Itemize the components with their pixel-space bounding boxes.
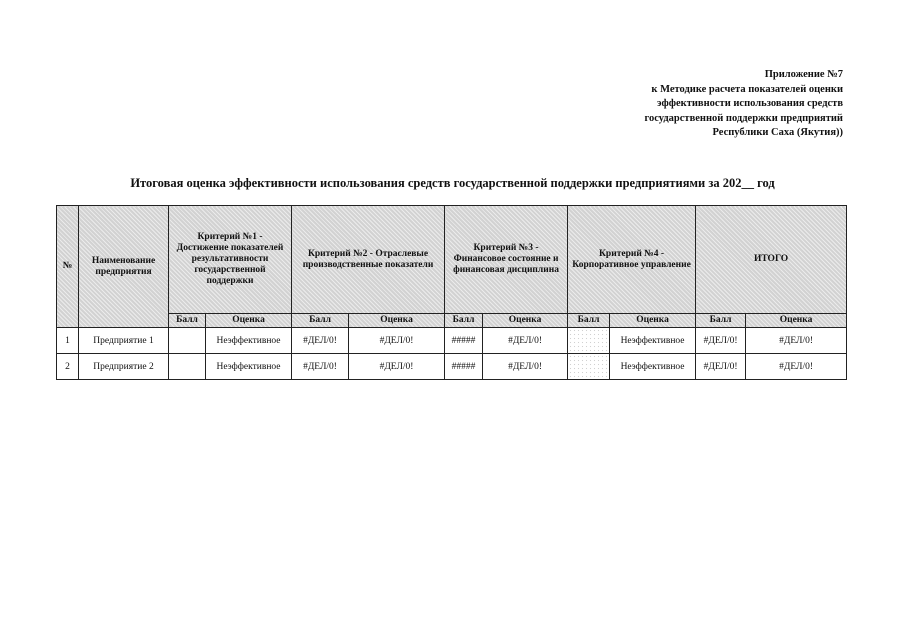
header-enterprise-name: Наименование предприятия bbox=[79, 206, 169, 328]
subheader-rating: Оценка bbox=[610, 314, 696, 328]
criterion-1-rating: Неэффективное bbox=[206, 354, 292, 380]
header-criterion-1: Критерий №1 - Достижение показателей результативности государственной поддержки bbox=[169, 206, 292, 314]
criterion-3-score: ##### bbox=[445, 328, 483, 354]
appendix-line: государственной поддержки предприятий bbox=[644, 112, 843, 124]
row-number: 2 bbox=[57, 354, 79, 380]
appendix-line: Республики Саха (Якутия)) bbox=[712, 127, 843, 138]
subheader-rating: Оценка bbox=[483, 314, 568, 328]
row-number: 1 bbox=[57, 328, 79, 354]
appendix-line: к Методике расчета показателей оценки bbox=[651, 83, 843, 95]
criterion-3-rating: #ДЕЛ/0! bbox=[483, 354, 568, 380]
total-score: #ДЕЛ/0! bbox=[696, 328, 746, 354]
appendix-line: эффективности использования средств bbox=[657, 98, 843, 109]
criterion-4-score bbox=[568, 328, 610, 354]
document-title: Итоговая оценка эффективности использования средств государственной поддержки предприятиями за 202__ год bbox=[130, 176, 775, 190]
total-rating: #ДЕЛ/0! bbox=[746, 354, 847, 380]
header-criterion-2: Критерий №2 - Отраслевые производственные показатели bbox=[292, 206, 445, 314]
subheader-rating: Оценка bbox=[349, 314, 445, 328]
header-number: № bbox=[57, 206, 79, 328]
evaluation-table bbox=[56, 205, 847, 380]
criterion-3-rating: #ДЕЛ/0! bbox=[483, 328, 568, 354]
subheader-row bbox=[57, 314, 847, 328]
table-row bbox=[57, 328, 847, 354]
criterion-4-rating: Неэффективное bbox=[610, 328, 696, 354]
appendix-line: Приложение №7 bbox=[764, 69, 843, 80]
criterion-1-score bbox=[169, 354, 206, 380]
subheader-score: Балл bbox=[169, 314, 206, 328]
header-total: ИТОГО bbox=[696, 206, 847, 314]
criterion-1-rating: Неэффективное bbox=[206, 328, 292, 354]
criterion-2-rating: #ДЕЛ/0! bbox=[349, 328, 445, 354]
subheader-rating: Оценка bbox=[206, 314, 292, 328]
total-rating: #ДЕЛ/0! bbox=[746, 328, 847, 354]
enterprise-name: Предприятие 1 bbox=[79, 328, 169, 354]
header-criterion-3: Критерий №3 - Финансовое состояние и финансовая дисциплина bbox=[445, 206, 568, 314]
subheader-score: Балл bbox=[568, 314, 610, 328]
criterion-3-score: ##### bbox=[445, 354, 483, 380]
criterion-4-score bbox=[568, 354, 610, 380]
total-score: #ДЕЛ/0! bbox=[696, 354, 746, 380]
subheader-score: Балл bbox=[292, 314, 349, 328]
subheader-score: Балл bbox=[445, 314, 483, 328]
criterion-1-score bbox=[169, 328, 206, 354]
criterion-2-score: #ДЕЛ/0! bbox=[292, 354, 349, 380]
header-criterion-4: Критерий №4 - Корпоративное управление bbox=[568, 206, 696, 314]
subheader-rating: Оценка bbox=[746, 314, 847, 328]
enterprise-name: Предприятие 2 bbox=[79, 354, 169, 380]
subheader-score: Балл bbox=[696, 314, 746, 328]
criterion-2-score: #ДЕЛ/0! bbox=[292, 328, 349, 354]
table-row bbox=[57, 354, 847, 380]
header-row bbox=[57, 206, 847, 314]
criterion-2-rating: #ДЕЛ/0! bbox=[349, 354, 445, 380]
criterion-4-rating: Неэффективное bbox=[610, 354, 696, 380]
appendix-note bbox=[543, 68, 843, 141]
